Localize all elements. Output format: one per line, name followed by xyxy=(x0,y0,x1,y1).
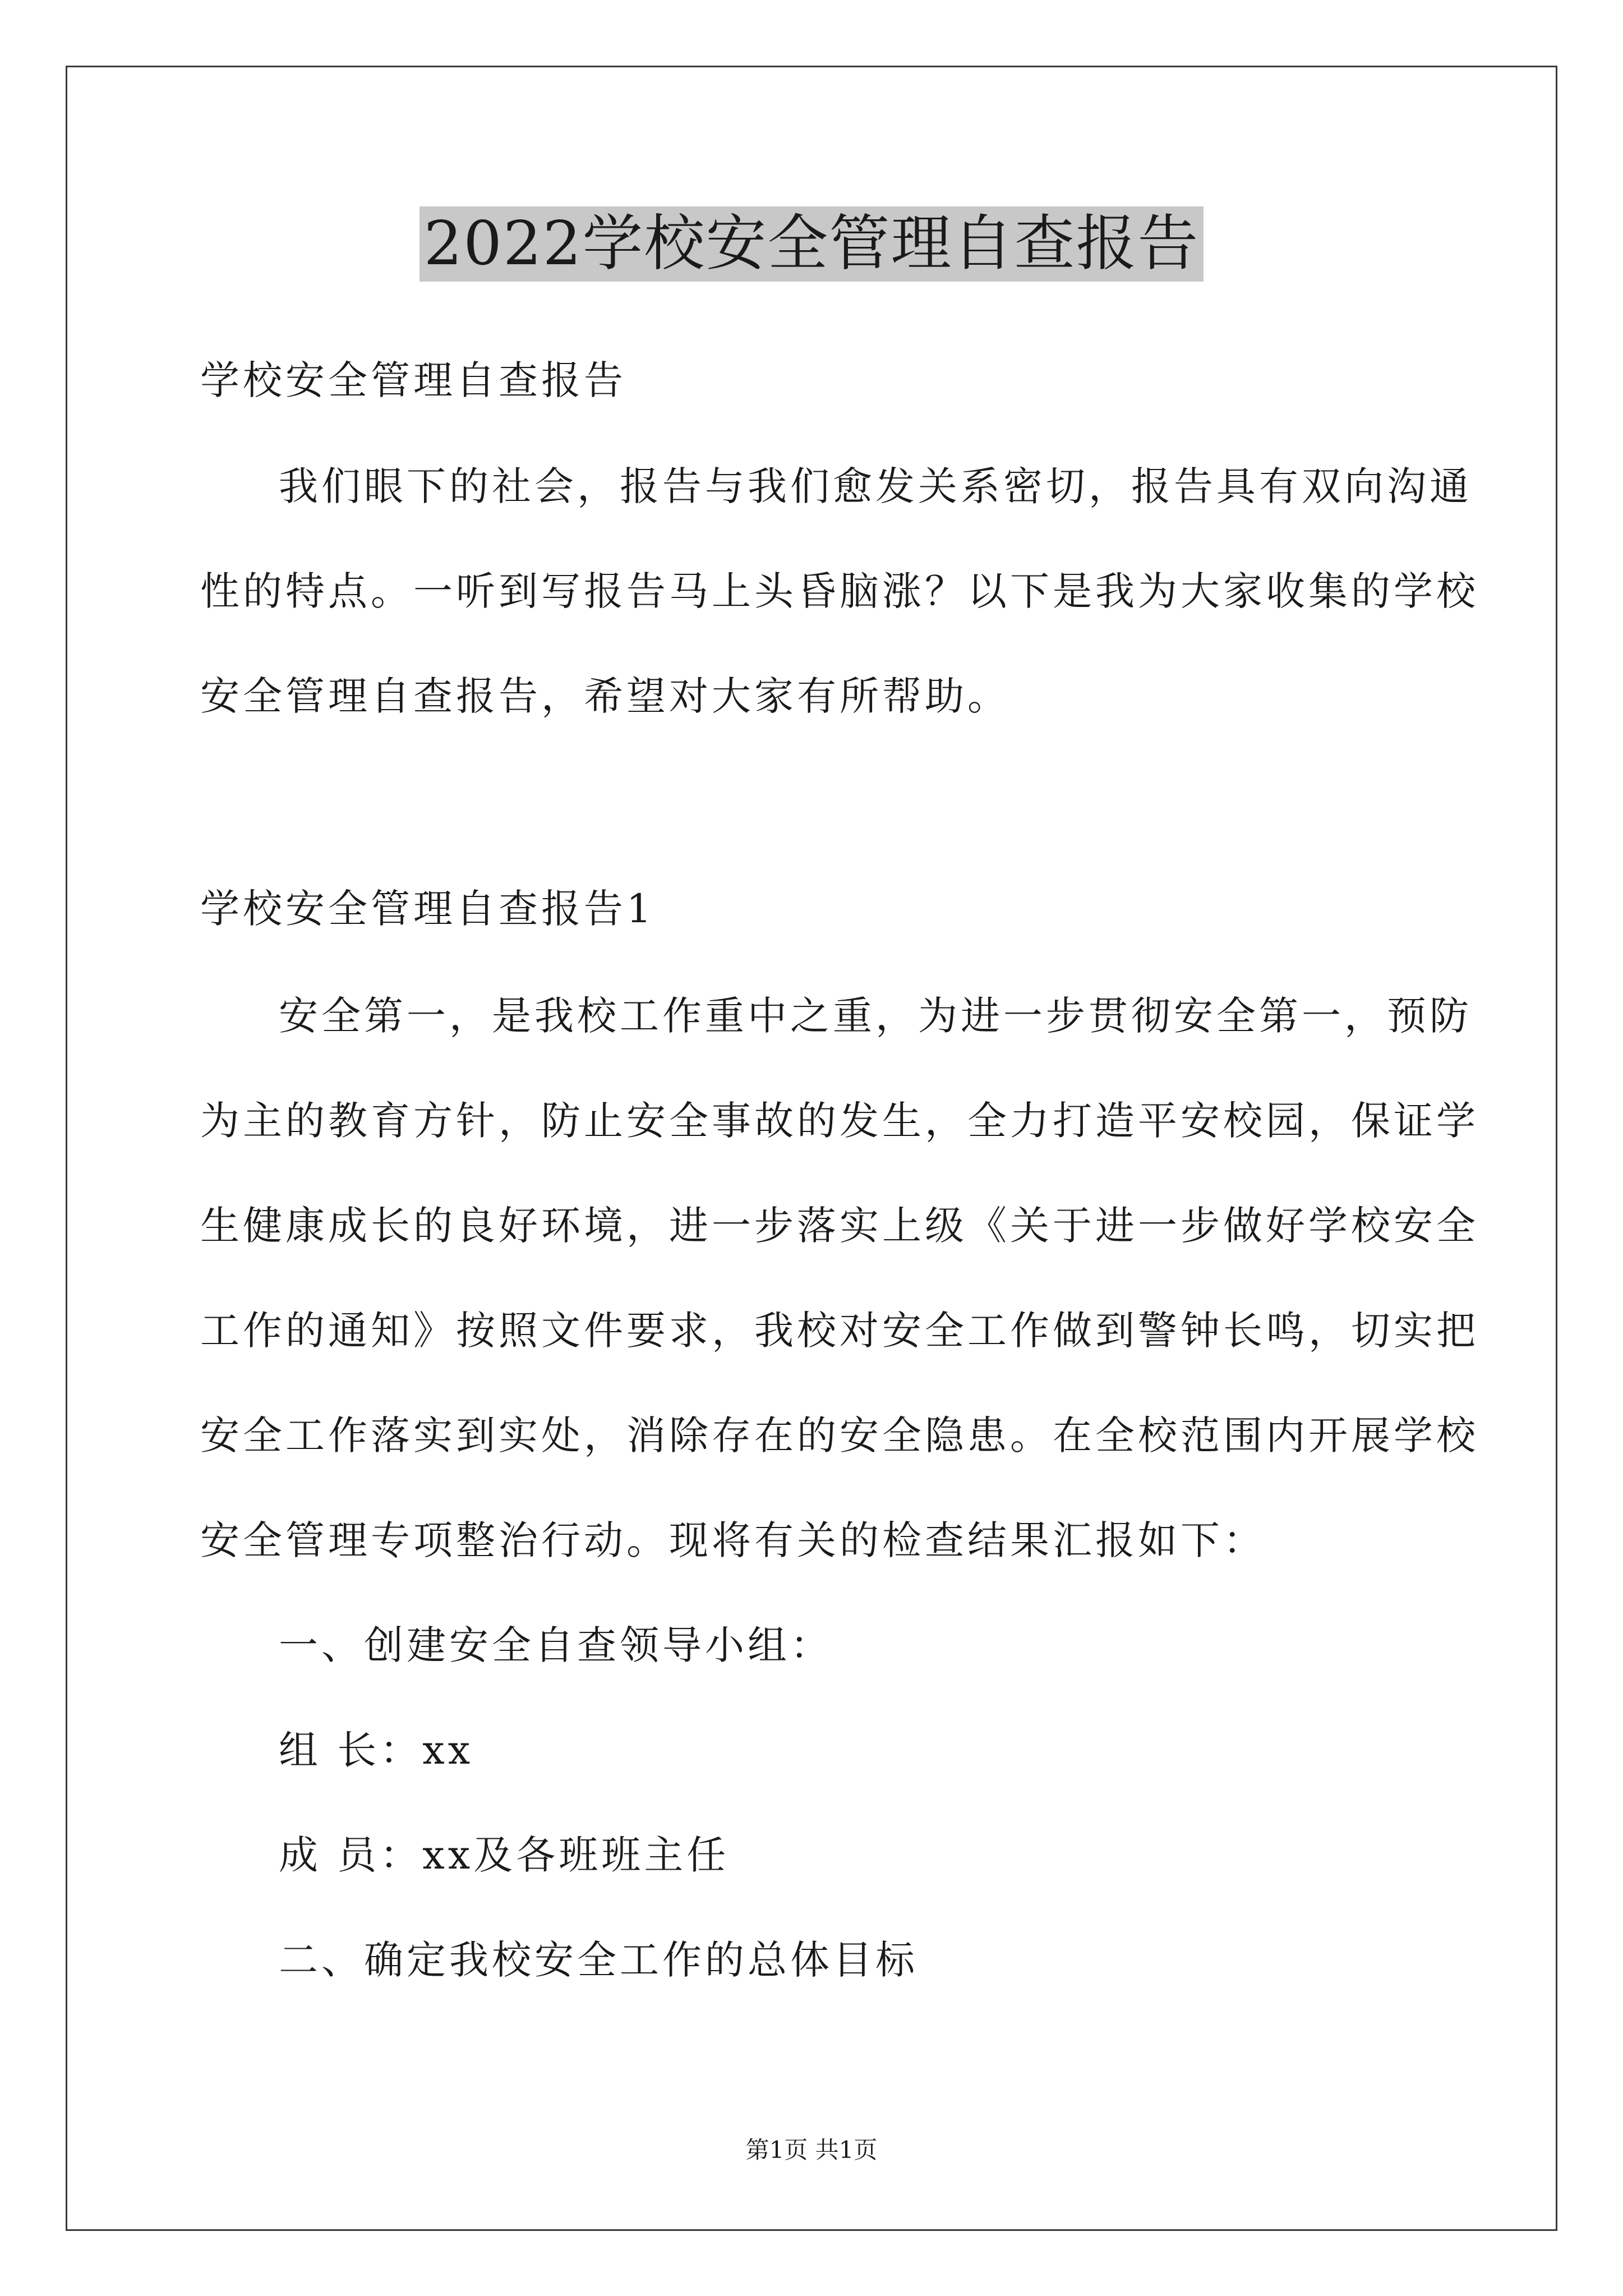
body-line-4: 工作的通知》按照文件要求，我校对安全工作做到警钟长鸣，切实把 xyxy=(200,1308,1479,1354)
body-line-1: 安全第一，是我校工作重中之重，为进一步贯彻安全第一，预防 xyxy=(279,993,1472,1039)
list-item-4: 二、确定我校安全工作的总体目标 xyxy=(279,1937,918,1983)
section-heading: 学校安全管理自查报告1 xyxy=(200,886,655,932)
intro-line-3: 安全管理自查报告，希望对大家有所帮助。 xyxy=(200,673,1010,719)
intro-line-1: 我们眼下的社会，报告与我们愈发关系密切，报告具有双向沟通 xyxy=(279,463,1472,509)
document-subtitle: 学校安全管理自查报告 xyxy=(200,357,626,403)
body-line-3: 生健康成长的良好环境，进一步落实上级《关于进一步做好学校安全 xyxy=(200,1203,1479,1249)
title-container xyxy=(0,206,1623,282)
page-footer: 第1页 共1页 xyxy=(745,2136,878,2164)
intro-line-2: 性的特点。一听到写报告马上头昏脑涨？以下是我为大家收集的学校 xyxy=(200,568,1479,614)
list-item-2: 组 长：xx xyxy=(279,1727,474,1773)
body-line-6: 安全管理专项整治行动。现将有关的检查结果汇报如下： xyxy=(200,1517,1266,1563)
body-line-5: 安全工作落实到实处，消除存在的安全隐患。在全校范围内开展学校 xyxy=(200,1412,1479,1458)
list-item-1: 一、创建安全自查领导小组： xyxy=(279,1622,833,1668)
body-line-2: 为主的教育方针，防止安全事故的发生，全力打造平安校园，保证学 xyxy=(200,1098,1479,1144)
document-title: 2022学校安全管理自查报告 xyxy=(419,206,1204,282)
list-item-3: 成 员：xx及各班班主任 xyxy=(279,1832,730,1878)
